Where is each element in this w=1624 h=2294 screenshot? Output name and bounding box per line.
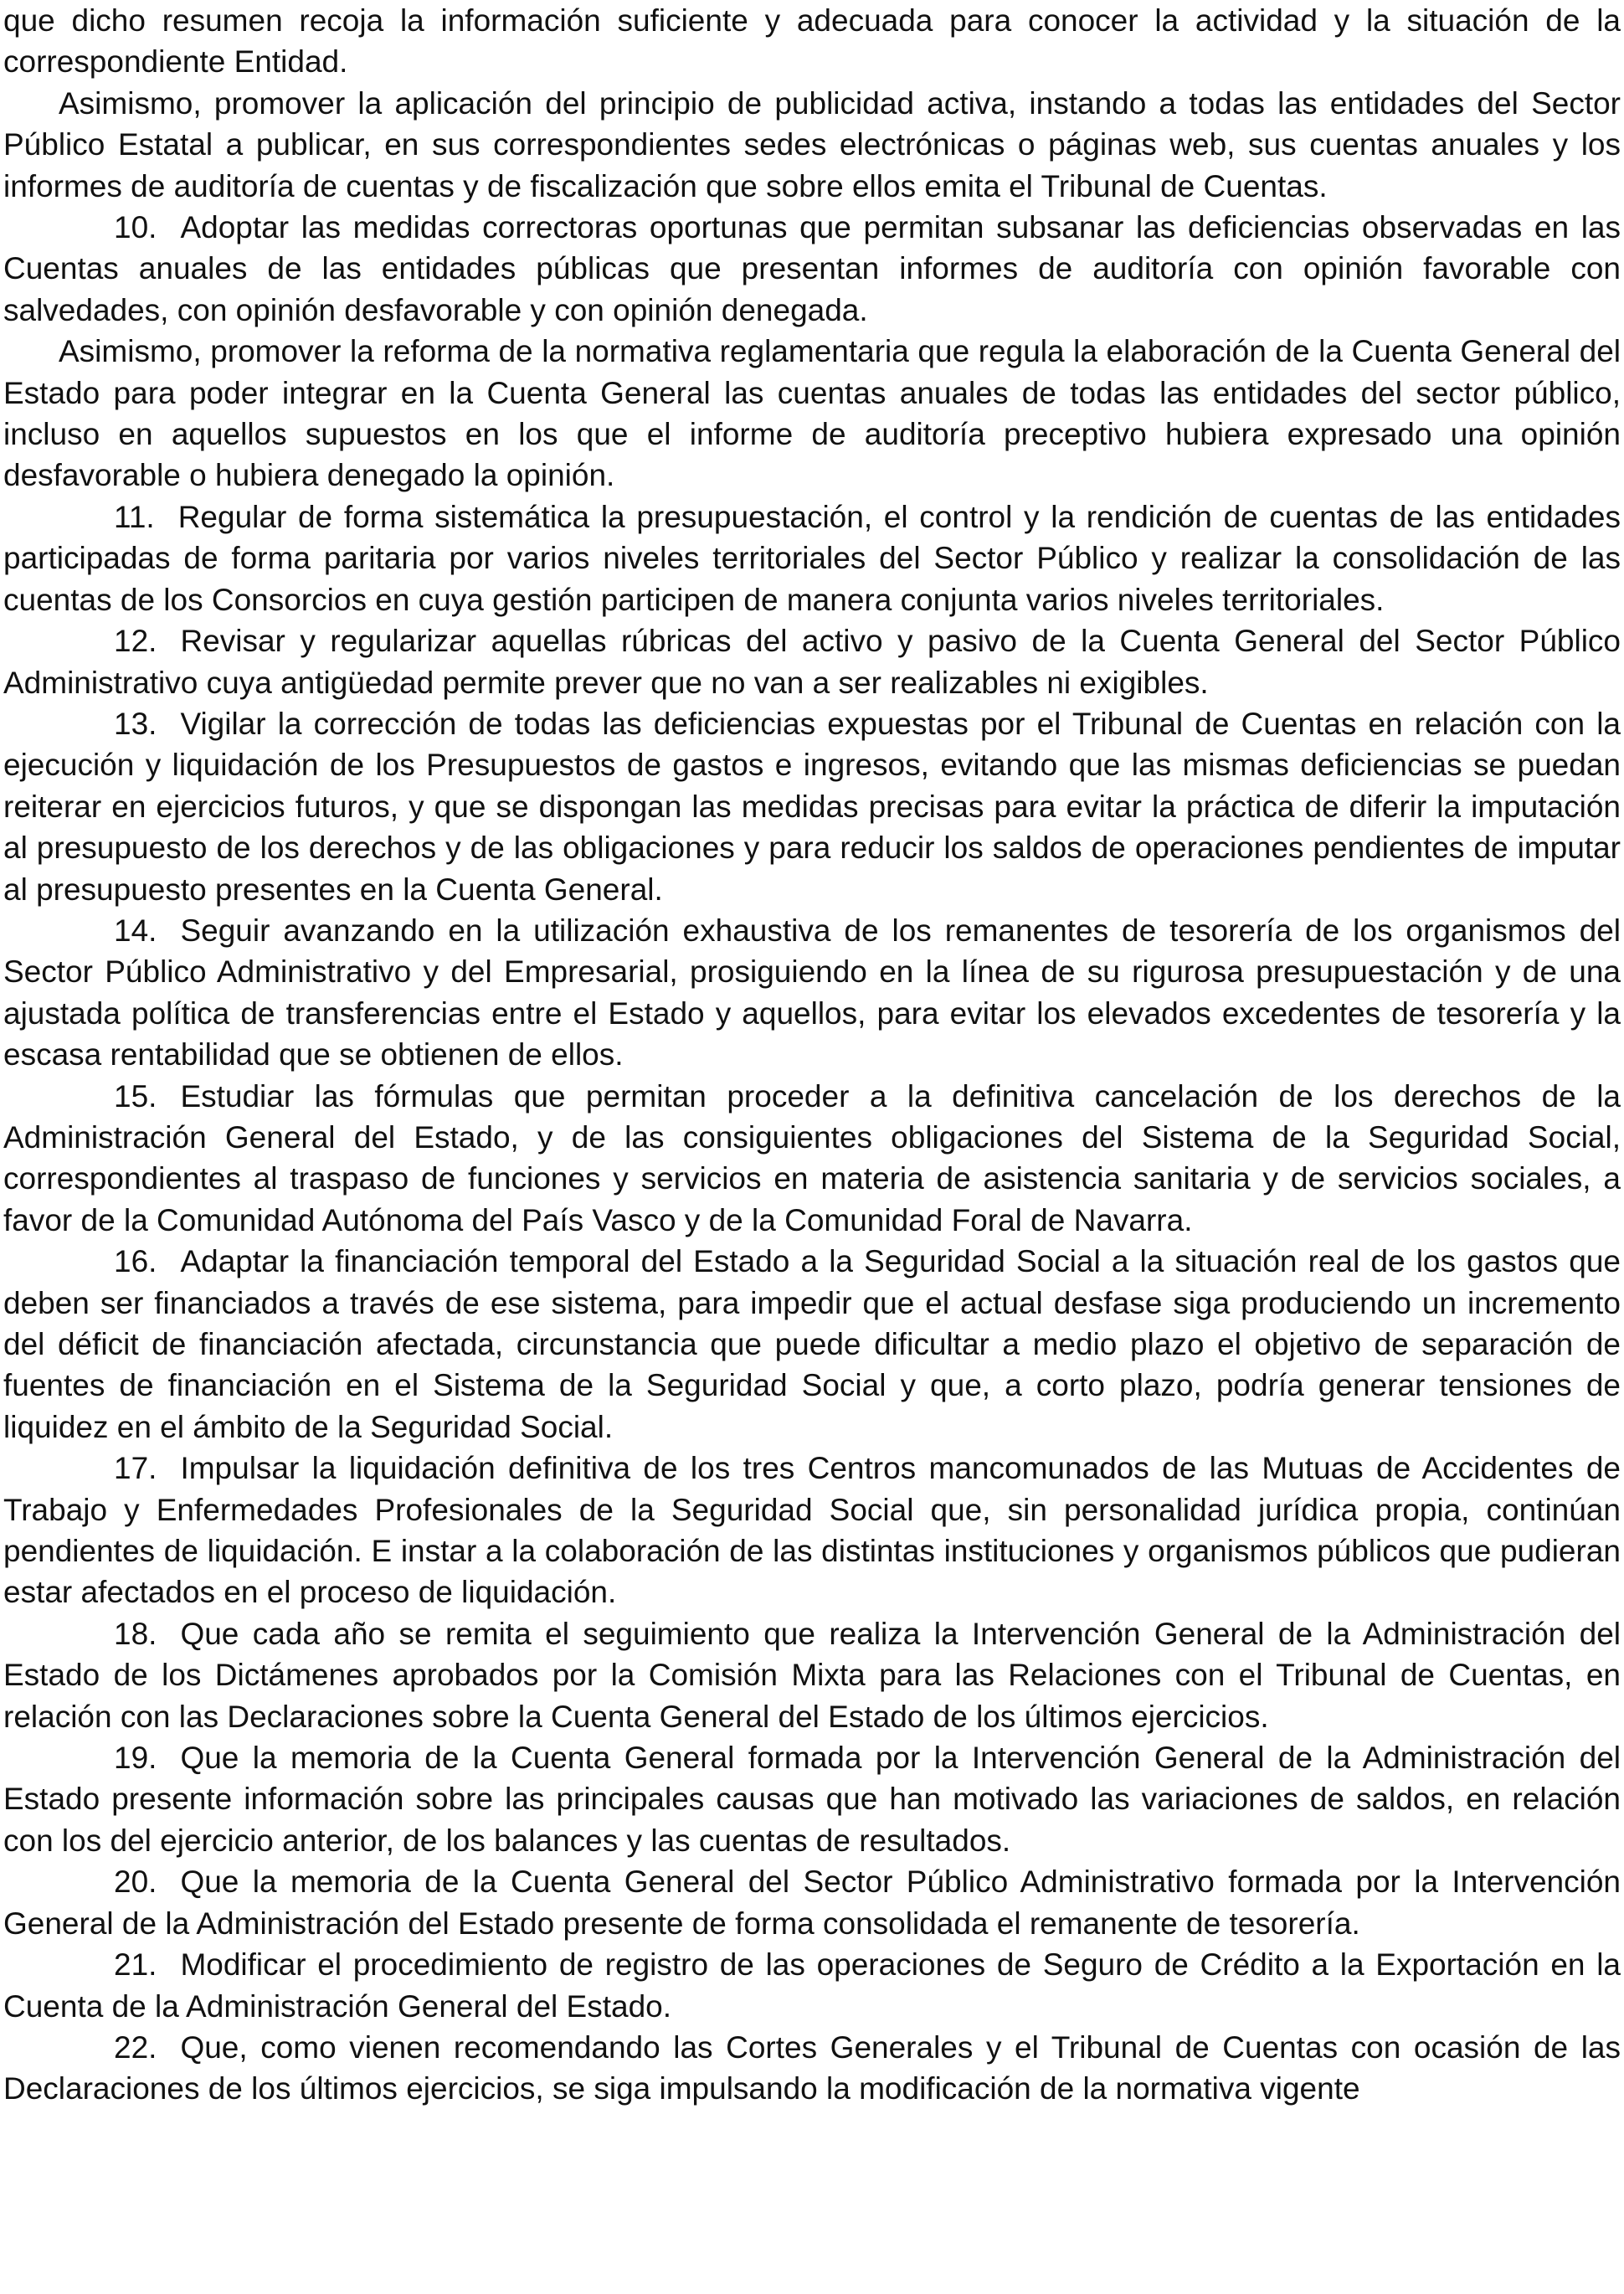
paragraph-text: Modificar el procedimiento de registro de las operaciones de Seguro de Crédito a la Exportación en la Cuenta de la Administración General del Estado.	[3, 1947, 1621, 2024]
recommendation-10	[3, 207, 1621, 331]
paragraph-text: Que cada año se remita el seguimiento que realiza la Intervención General de la Administración del Estado de los Dictámenes aprobados por la Comisión Mixta para las Relaciones con el Tribunal de Cuentas, en relación con las Declaraciones sobre la Cuenta General del Estado de los últimos ejercicios.	[3, 1616, 1621, 1734]
recommendation-13	[3, 703, 1621, 910]
recommendation-number: 14.	[114, 913, 157, 948]
paragraph-text: Impulsar la liquidación definitiva de los tres Centros mancomunados de las Mutuas de Accidentes de Trabajo y Enfermedades Profesionales de la Seguridad Social que, sin personalidad jurídica propia, continúan pendientes de liquidación. E instar a la colaboración de las distintas instituciones y organismos públicos que pudieran estar afectados en el proceso de liquidación.	[3, 1451, 1621, 1610]
recommendation-21	[3, 1944, 1621, 2027]
paragraph-publicidad-activa	[3, 83, 1621, 207]
recommendation-number: 12.	[114, 624, 157, 659]
paragraph-text: Que la memoria de la Cuenta General del Sector Público Administrativo formada por la Intervención General de la Administración del Estado presente de forma consolidada el remanente de tesorería.	[3, 1865, 1621, 1941]
recommendation-22	[3, 2027, 1621, 2110]
paragraph-text: Estudiar las fórmulas que permitan proceder a la definitiva cancelación de los derechos de la Administración General del Estado, y de las consiguientes obligaciones del Sistema de la Seguridad Social, correspondientes al traspaso de funciones y servicios en materia de asistencia sanitaria y de servicios sociales, a favor de la Comunidad Autónoma del País Vasco y de la Comunidad Foral de Navarra.	[3, 1078, 1621, 1237]
recommendation-19	[3, 1737, 1621, 1861]
paragraph-text: Regular de forma sistemática la presupuestación, el control y la rendición de cuentas de las entidades participadas de forma paritaria por varios niveles territoriales del Sector Público y realizar la consolidación de las cuentas de los Consorcios en cuya gestión participen de manera conjunta varios niveles territoriales.	[3, 499, 1621, 617]
paragraph-text: Adaptar la financiación temporal del Estado a la Seguridad Social a la situación real de los gastos que deben ser financiados a través de ese sistema, para impedir que el actual desfase siga produciendo un incremento del déficit de financiación afectada, circunstancia que puede dificultar a medio plazo el objetivo de separación de fuentes de financiación en el Sistema de la Seguridad Social y que, a corto plazo, podría generar tensiones de liquidez en el ámbito de la Seguridad Social.	[3, 1244, 1621, 1444]
recommendation-11	[3, 496, 1621, 620]
paragraph-text: Asimismo, promover la reforma de la normativa reglamentaria que regula la elaboración de la Cuenta General del Estado para poder integrar en la Cuenta General las cuentas anuales de todas las entidades del sector público, incluso en aquellos supuestos en los que el informe de auditoría preceptivo hubiera expresado una opinión desfavorable o hubiera denegado la opinión.	[3, 334, 1621, 493]
recommendation-12	[3, 620, 1621, 703]
paragraph-reforma-normativa	[3, 331, 1621, 496]
recommendation-number: 20.	[114, 1865, 157, 1900]
paragraph-text: Que, como vienen recomendando las Cortes Generales y el Tribunal de Cuentas con ocasión de las Declaraciones de los últimos ejercicios, se siga impulsando la modificación de la normativa vigente	[3, 2029, 1621, 2106]
recommendation-20	[3, 1861, 1621, 1944]
recommendation-number: 21.	[114, 1947, 157, 1983]
recommendation-number: 11.	[114, 499, 155, 534]
recommendation-number: 10.	[114, 210, 157, 245]
paragraph-text: Adoptar las medidas correctoras oportunas que permitan subsanar las deficiencias observadas en las Cuentas anuales de las entidades públicas que presentan informes de auditoría con opinión favorable con salvedades, con opinión desfavorable y con opinión denegada.	[3, 210, 1621, 327]
paragraph-continuation	[3, 0, 1621, 83]
paragraph-text: Seguir avanzando en la utilización exhaustiva de los remanentes de tesorería de los organismos del Sector Público Administrativo y del Empresarial, prosiguiendo en la línea de su rigurosa presupuestación y de una ajustada política de transferencias entre el Estado y aquellos, para evitar los elevados excedentes de tesorería y la escasa rentabilidad que se obtienen de ellos.	[3, 913, 1621, 1072]
recommendation-number: 19.	[114, 1741, 157, 1776]
recommendation-number: 22.	[114, 2029, 157, 2065]
recommendation-16	[3, 1241, 1621, 1448]
paragraph-text: Revisar y regularizar aquellas rúbricas del activo y pasivo de la Cuenta General del Sector Público Administrativo cuya antigüedad permite prever que no van a ser realizables ni exigibles.	[3, 624, 1621, 700]
paragraph-text: Vigilar la corrección de todas las deficiencias expuestas por el Tribunal de Cuentas en relación con la ejecución y liquidación de los Presupuestos de gastos e ingresos, evitando que las mismas deficiencias se puedan reiterar en ejercicios futuros, y que se dispongan las medidas precisas para evitar la práctica de diferir la imputación al presupuesto de los derechos y de las obligaciones y para reducir los saldos de operaciones pendientes de imputar al presupuesto presentes en la Cuenta General.	[3, 706, 1621, 907]
recommendation-17	[3, 1448, 1621, 1613]
recommendation-number: 16.	[114, 1244, 157, 1279]
recommendation-15	[3, 1076, 1621, 1242]
paragraph-text: que dicho resumen recoja la información suficiente y adecuada para conocer la actividad y la situación de la correspondiente Entidad.	[3, 3, 1621, 80]
recommendation-number: 18.	[114, 1616, 157, 1651]
recommendation-number: 15.	[114, 1078, 157, 1114]
recommendation-18	[3, 1613, 1621, 1737]
recommendation-number: 13.	[114, 706, 157, 741]
recommendation-14	[3, 910, 1621, 1076]
recommendation-number: 17.	[114, 1451, 157, 1486]
paragraph-text: Asimismo, promover la aplicación del principio de publicidad activa, instando a todas las entidades del Sector Público Estatal a publicar, en sus correspondientes sedes electrónicas o páginas web, sus cuentas anuales y los informes de auditoría de cuentas y de fiscalización que sobre ellos emita el Tribunal de Cuentas.	[3, 85, 1621, 203]
paragraph-text: Que la memoria de la Cuenta General formada por la Intervención General de la Administración del Estado presente información sobre las principales causas que han motivado las variaciones de saldos, en relación con los del ejercicio anterior, de los balances y las cuentas de resultados.	[3, 1741, 1621, 1858]
